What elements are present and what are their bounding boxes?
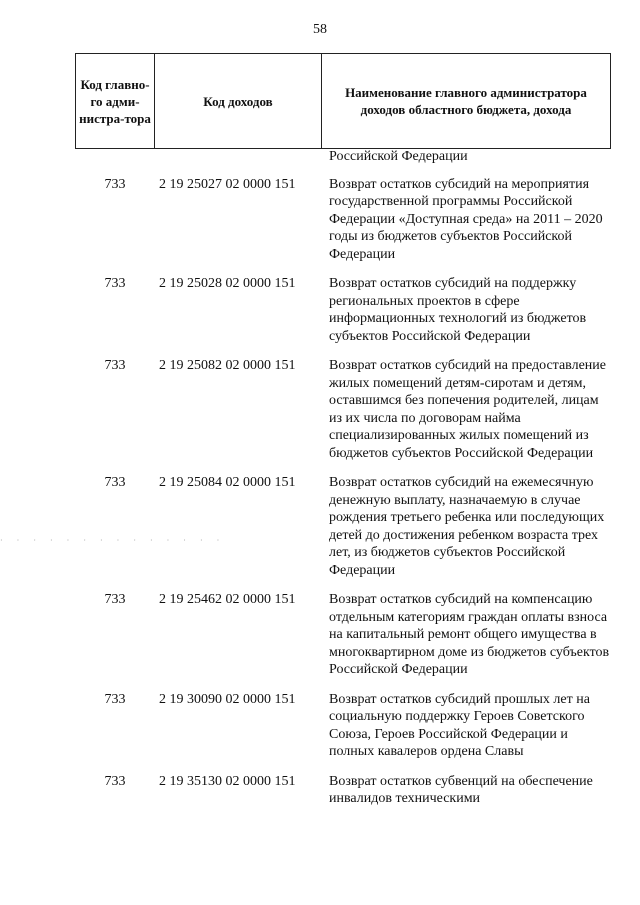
admin-code: 733 [104, 773, 126, 789]
income-name: Возврат остатков субсидий на ежемесячную денежную выплату, назначаемую в случае рождения третьего ребенка или последующих детей до достижения ребенком возраста трех лет, из бюджетов субъектов Российской Федерации [329, 475, 605, 578]
admin-code: 733 [104, 691, 126, 707]
admin-code: 733 [104, 358, 126, 373]
admin-code: 733 [104, 592, 126, 607]
income-name: Возврат остатков субсидий на мероприятия государственной программы Российской Федерации «Доступная среда» на 2011 – 2020 годы из бюджетов субъектов Российской Федерации [329, 176, 603, 262]
admin-code: 733 [104, 276, 126, 291]
continuation-row [75, 148, 609, 166]
table-row [75, 591, 609, 679]
income-code: 2 19 25082 02 0000 151 [159, 358, 296, 373]
header-admin-code: Код главно-го адми-нистра-тора [76, 54, 155, 149]
income-name: Возврат остатков субсидий прошлых лет на социальную поддержку Героев Советского Союза, Героев Российской Федерации и полных кавалеров ордена Славы [329, 691, 590, 759]
table-body [75, 148, 609, 820]
page-number: 58 [313, 22, 327, 37]
income-name: Возврат остатков субсидий на поддержку региональных проектов в сфере информационных технологий из бюджетов субъектов Российской Федерации [329, 276, 587, 344]
income-name: Возврат остатков субвенций на обеспечение инвалидов техническими [329, 773, 593, 806]
table-row [75, 176, 609, 264]
header-name: Наименование главного администратора доходов областного бюджета, дохода [322, 54, 611, 149]
income-code: 2 19 25027 02 0000 151 [159, 176, 296, 192]
table-row [75, 275, 609, 345]
income-name: Возврат остатков субсидий на компенсацию отдельным категориям граждан оплаты взноса на капитальный ремонт общего имущества в многоквартирном доме из бюджетов субъектов Российской Федерации [329, 592, 610, 677]
income-code: 2 19 25462 02 0000 151 [159, 592, 296, 607]
table-row [75, 474, 609, 579]
table-row [75, 773, 609, 808]
scan-artifact: · · · · · · · · · · · · · · [0, 536, 226, 545]
table-header [75, 53, 611, 149]
income-code: 2 19 25084 02 0000 151 [159, 475, 296, 490]
table-row [75, 357, 609, 462]
continuation-text: Российской Федерации [329, 149, 468, 164]
admin-code: 733 [104, 475, 126, 490]
income-code: 2 19 35130 02 0000 151 [159, 773, 296, 789]
table-row [75, 691, 609, 761]
income-code: 2 19 25028 02 0000 151 [159, 276, 296, 291]
income-code: 2 19 30090 02 0000 151 [159, 691, 296, 707]
income-name: Возврат остатков субсидий на предоставление жилых помещений детям-сиротам и детям, оставшимся без попечения родителей, лицам из их числа по договорам найма специализированных жилых помещений из бюджетов субъектов Российской Федерации [329, 358, 606, 461]
admin-code: 733 [104, 176, 126, 192]
header-income-code: Код доходов [155, 54, 322, 149]
